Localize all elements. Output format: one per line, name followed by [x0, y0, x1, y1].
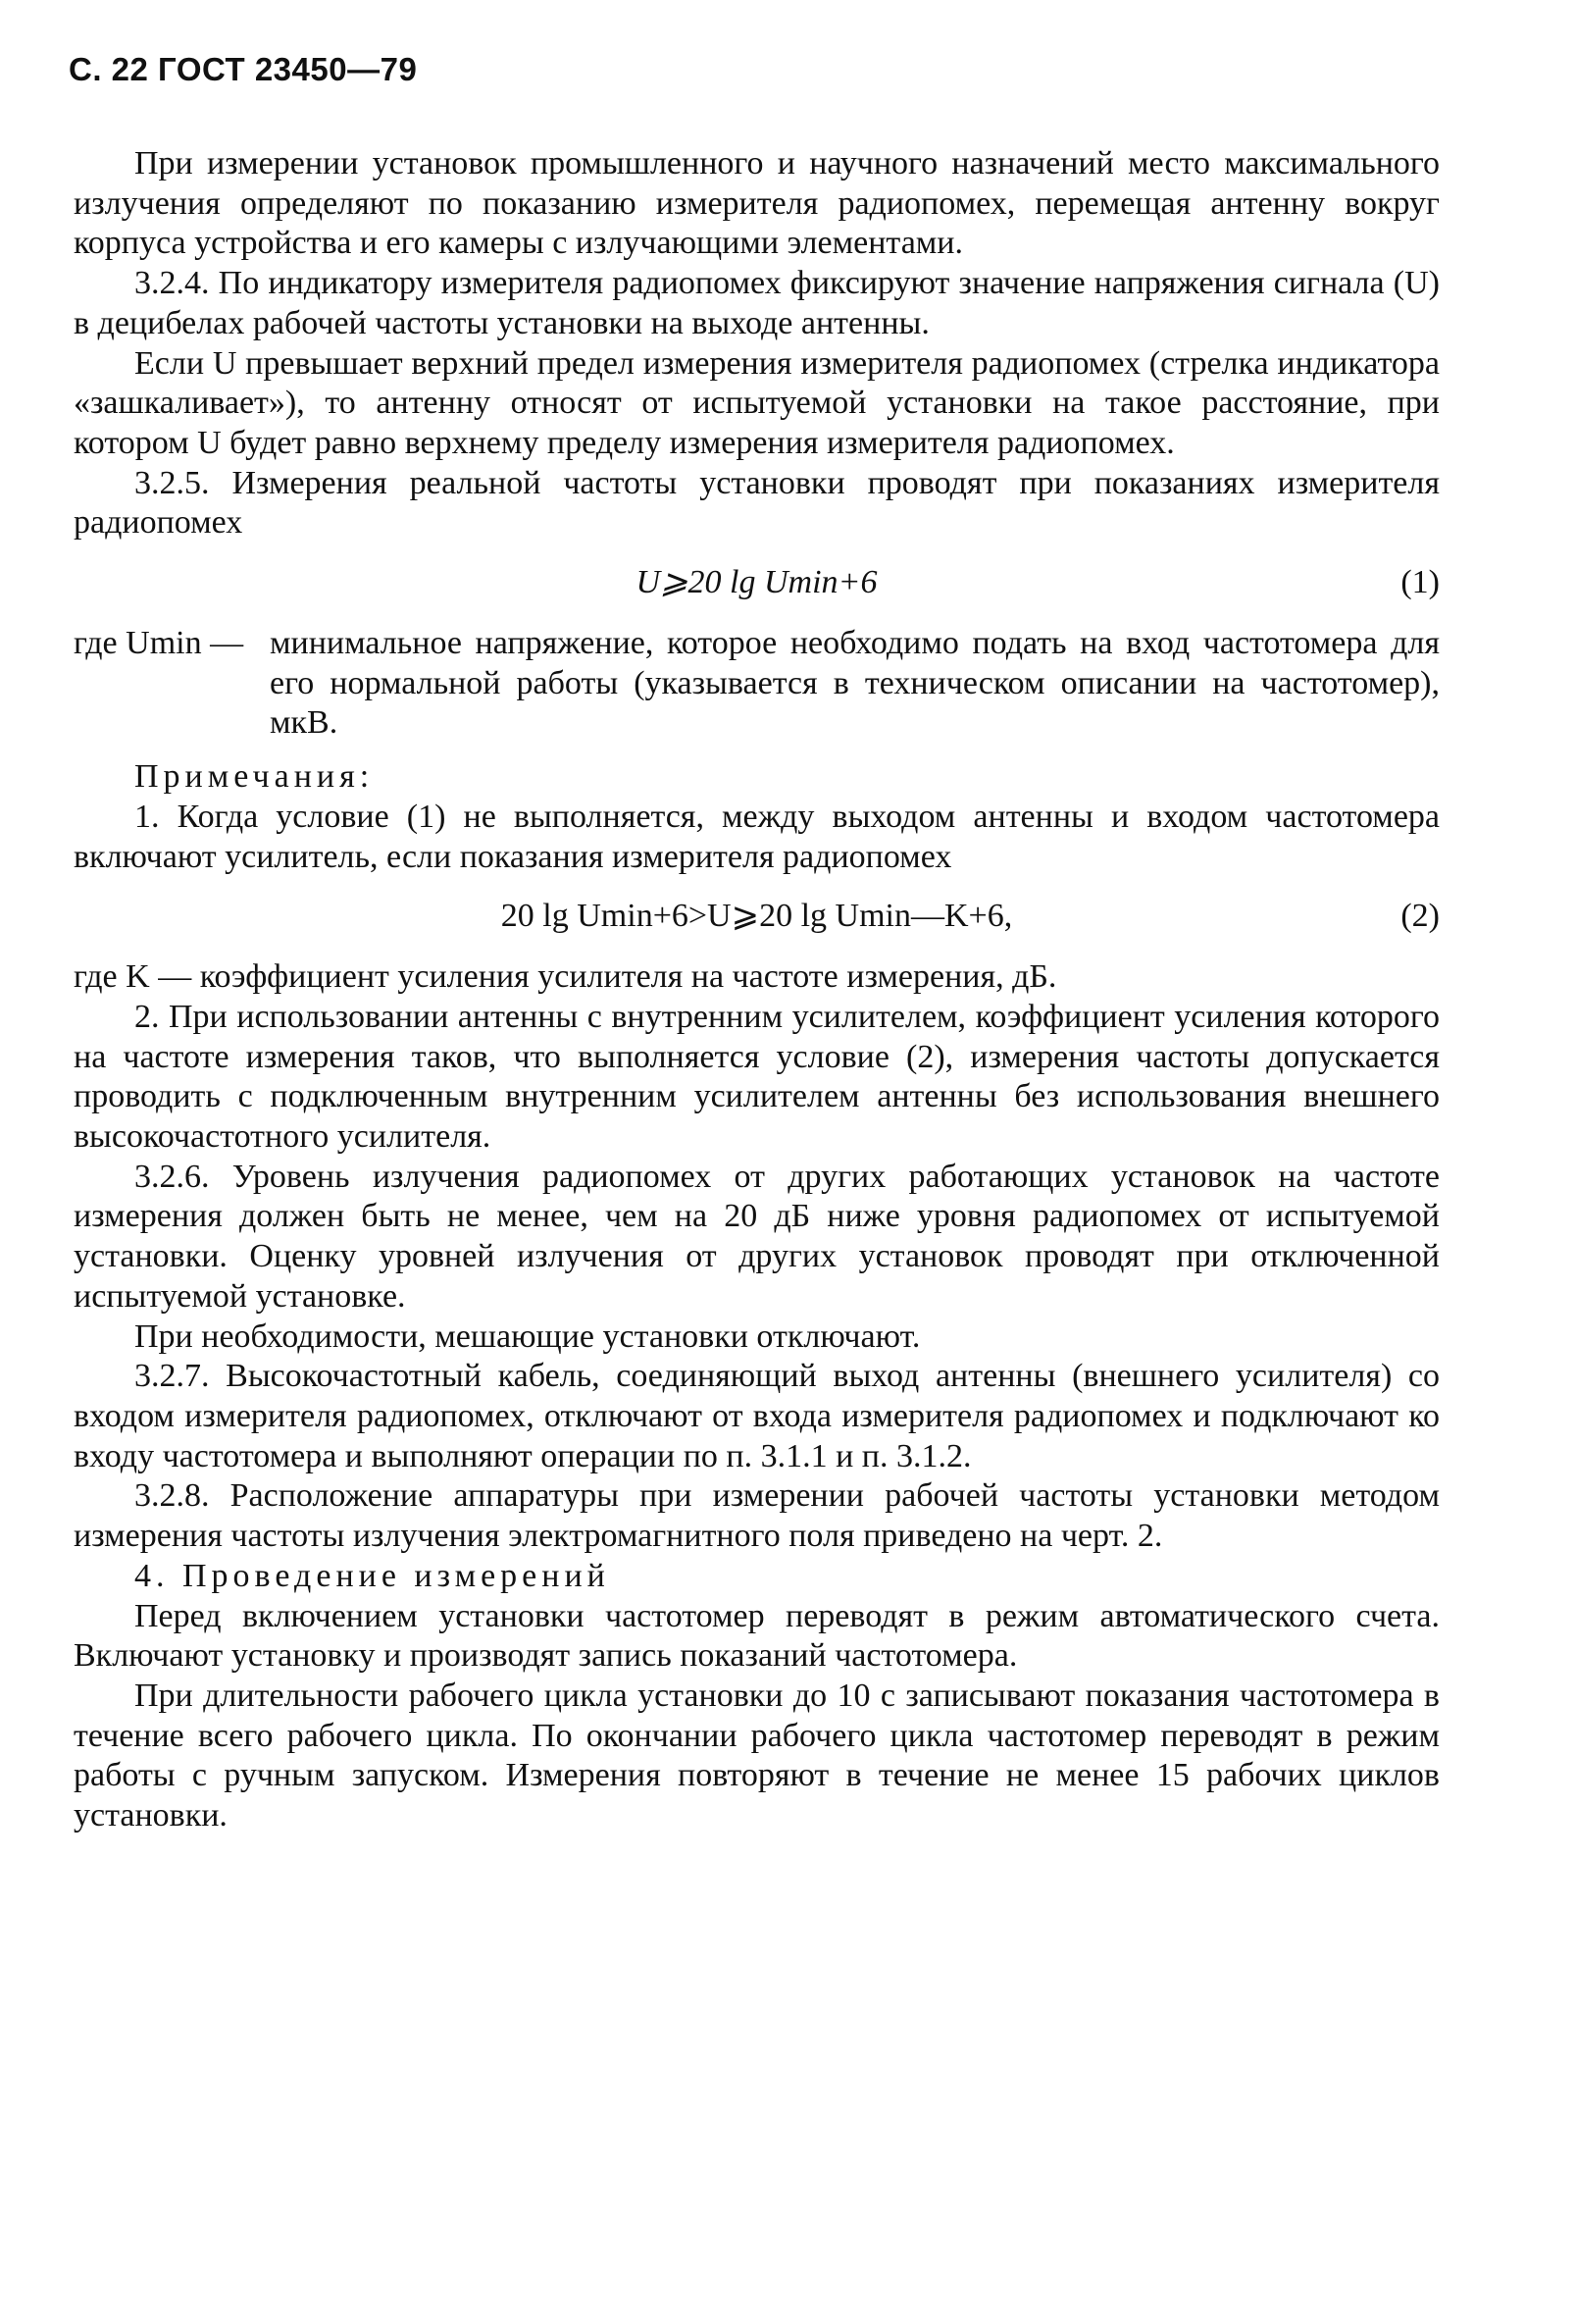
- paragraph-antenna-distance: Если U превышает верхний предел измерения измерителя радиопомех (стрелка индикатора «зашкаливает»), то антенну относят от испытуемой установки на такое расстояние, при котором U будет равно верхнему пределу измерения измерителя радиопомех.: [74, 344, 1440, 461]
- paragraph-3-2-4: 3.2.4. По индикатору измерителя радиопомех фиксируют значение напряжения сигнала (U) в децибелах рабочей частоты установки на выходе антенны.: [74, 265, 1440, 341]
- paragraph-3-2-6: 3.2.6. Уровень излучения радиопомех от других работающих установок на частоте измерения должен быть не менее, чем на 20 дБ ниже уровня радиопомех от испытуемой установки. Оценку уровней излучения от других установок проводят при отключенной испытуемой установке.: [74, 1158, 1440, 1315]
- note-2: 2. При использовании антенны с внутренним усилителем, коэффициент усиления которого на частоте измерения таков, что выполняется условие (2), измерения частоты допускается проводить с подключенным внутренним усилителем антенны без использования внешнего высокочастотного усилителя.: [74, 998, 1440, 1156]
- paragraph-interfering-off: При необходимости, мешающие установки отключают.: [134, 1317, 921, 1355]
- formula-2-expression: 20 lg Umin+6>U⩾20 lg Umin—K+6,: [500, 898, 1013, 935]
- formula-1: [74, 549, 1440, 616]
- paragraph-frequency-counter-mode: Перед включением установки частотомер переводят в режим автоматического счета. Включают установку и производят запись показаний частотомера.: [74, 1597, 1440, 1675]
- notes-heading: Примечания:: [134, 758, 375, 796]
- section-4-heading: 4. Проведение измерений: [134, 1557, 610, 1594]
- document-body: [74, 144, 1440, 1836]
- paragraph-3-2-8: 3.2.8. Расположение аппаратуры при измерении рабочей частоты установки методом измерения частоты излучения электромагнитного поля приведено на черт. 2.: [74, 1477, 1440, 1555]
- formula-2-number: (2): [1400, 898, 1440, 935]
- where-label: где Umin —: [74, 625, 244, 662]
- paragraph-3-2-7: 3.2.7. Высокочастотный кабель, соединяющий выход антенны (внешнего усилителя) со входом измерителя радиопомех, отключают от входа измерителя радиопомех и подключают ко входу частотомера и выполняют операции по п. 3.1.1 и п. 3.1.2.: [74, 1358, 1440, 1474]
- page-header: С. 22 ГОСТ 23450—79: [69, 51, 418, 87]
- formula-1-expression: U⩾20 lg Umin+6: [635, 564, 878, 601]
- paragraph-measurement-cycles: При длительности рабочего цикла установки до 10 с записывают показания частотомера в течение всего рабочего цикла. По окончании рабочего цикла частотомер переводят в режим работы с ручным запуском. Измерения повторяют в течение не менее 15 рабочих циклов установки.: [74, 1677, 1440, 1834]
- formula-2: [74, 883, 1440, 950]
- paragraph-3-2-5: 3.2.5. Измерения реальной частоты установки проводят при показаниях измерителя радиопомех: [74, 464, 1440, 542]
- paragraph-radiation-location: При измерении установок промышленного и научного назначений место максимального излучения определяют по показанию измерителя радиопомех, перемещая антенну вокруг корпуса устройства и его камеры с излучающими элементами.: [74, 145, 1440, 262]
- formula-2-where: где K — коэффициент усиления усилителя на частоте измерения, дБ.: [74, 958, 1057, 996]
- formula-1-number: (1): [1400, 564, 1440, 601]
- note-1: 1. Когда условие (1) не выполняется, между выходом антенны и входом частотомера включают усилитель, если показания измерителя радиопомех: [74, 798, 1440, 875]
- formula-1-where: [74, 624, 1440, 744]
- where-definition: минимальное напряжение, которое необходимо подать на вход частотомера для его нормальной работы (указывается в техническом описании на частотомер), мкВ.: [270, 625, 1440, 742]
